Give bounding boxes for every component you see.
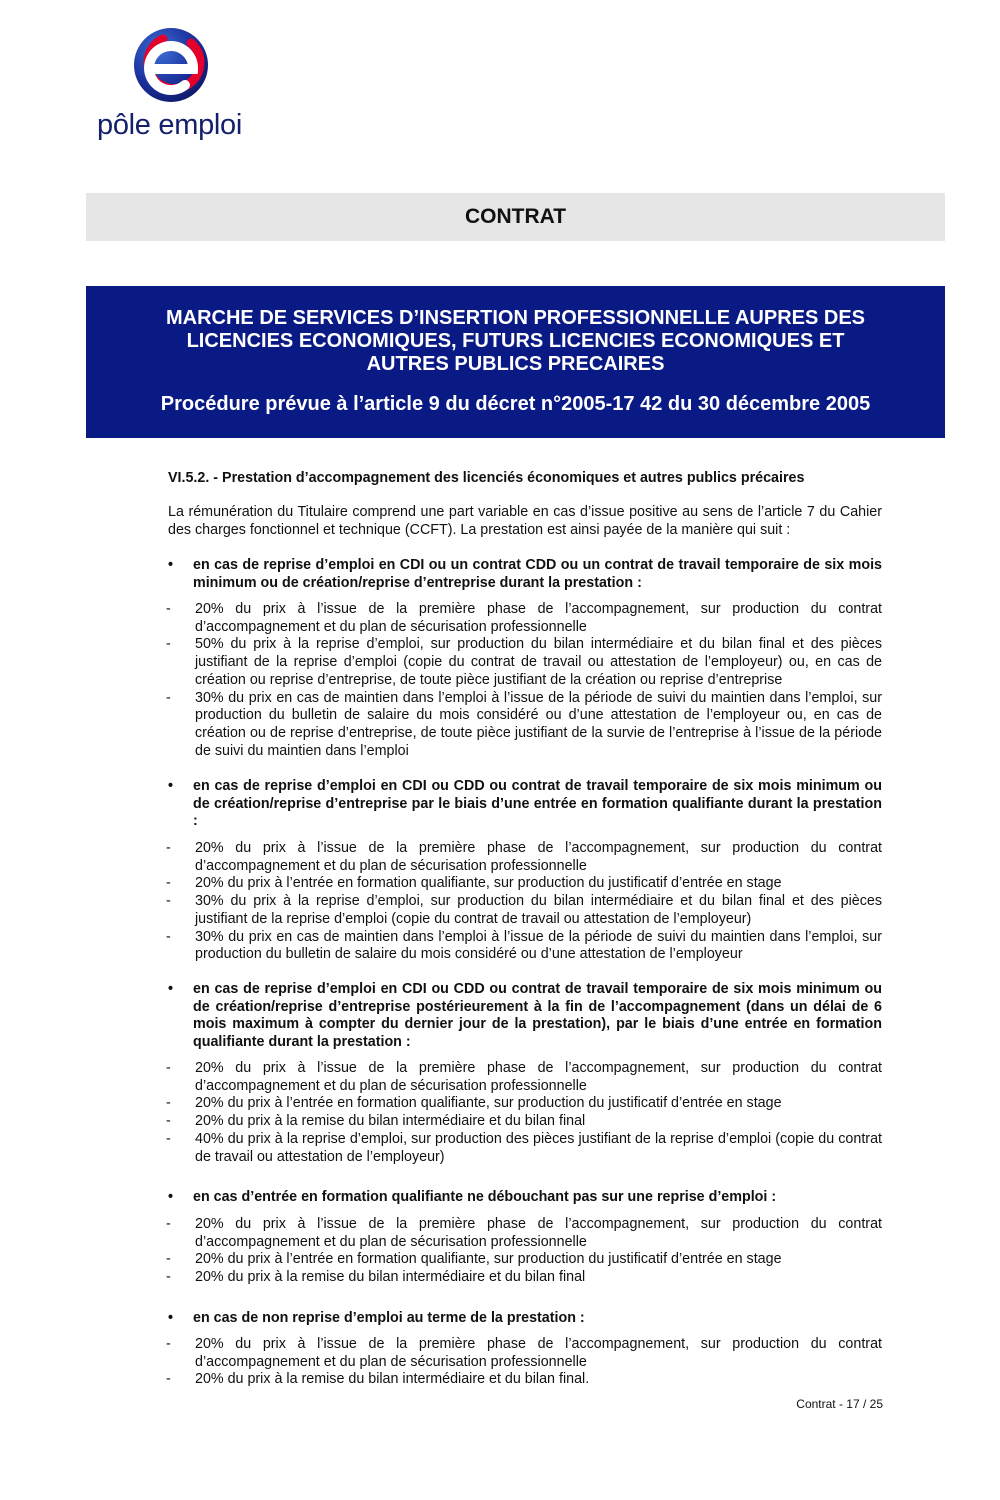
list-item-text: 30% du prix en cas de maintien dans l’emploi à l’issue de la période de suivi du maintien dans l’emploi, sur production du bulletin de salaire du mois considéré ou d’une attestation de l’employeur ou, en cas de création ou de reprise d’entreprise, de toute pièce justifiant de la survie de l’entreprise à l’issue de la période de suivi du maintien dans l’emploi (195, 689, 882, 759)
list-item (166, 1131, 882, 1166)
dash-icon: - (166, 840, 171, 856)
section-heading: VI.5.2. - Prestation d’accompagnement des licenciés économiques et autres publics précaires (168, 470, 805, 486)
dash-icon: - (166, 601, 171, 617)
list-item (166, 840, 882, 875)
case-title (168, 1189, 882, 1207)
case-payment-list (166, 1216, 882, 1287)
case-title-text: en cas d’entrée en formation qualifiante ne débouchant pas sur une reprise d’emploi : (193, 1189, 777, 1205)
case-payment-list (166, 601, 882, 760)
market-title-line: AUTRES PUBLICS PRECAIRES (366, 353, 665, 375)
list-item-text: 20% du prix à la remise du bilan intermédiaire et du bilan final (195, 1269, 586, 1286)
list-item (166, 1095, 882, 1113)
list-item (166, 1336, 882, 1371)
market-title-line: MARCHE DE SERVICES D’INSERTION PROFESSIONNELLE AUPRES DES (166, 307, 865, 329)
list-item-text: 30% du prix en cas de maintien dans l’emploi à l’issue de la période de suivi du maintien dans l’emploi, sur production du bulletin de salaire du mois considéré ou d’une attestation de l’employeur (195, 928, 882, 963)
list-item (166, 1113, 882, 1131)
bullet-icon: • (168, 1189, 174, 1205)
dash-icon: - (166, 689, 171, 706)
dash-icon: - (166, 875, 171, 892)
list-item-text: 20% du prix à l’issue de la première phase de l’accompagnement, sur production du contrat d’accompagnement et du plan de sécurisation professionnelle (195, 840, 882, 874)
list-item-text: 20% du prix à l’entrée en formation qualifiante, sur production du justificatif d’entrée en stage (195, 1095, 782, 1112)
dash-icon: - (166, 1336, 171, 1352)
dash-icon: - (166, 1371, 171, 1388)
case-payment-list (166, 840, 882, 964)
dash-icon: - (166, 928, 171, 945)
list-item-text: 20% du prix à l’entrée en formation qualifiante, sur production du justificatif d’entrée en stage (195, 875, 782, 892)
dash-icon: - (166, 1216, 171, 1232)
dash-icon: - (166, 1130, 171, 1147)
contrat-banner (86, 193, 945, 241)
list-item-text: 20% du prix à la remise du bilan intermédiaire et du bilan final. (195, 1371, 590, 1388)
list-item (166, 601, 882, 636)
contrat-title: CONTRAT (464, 205, 567, 228)
case-title-text: en cas de reprise d’emploi en CDI ou un contrat CDD ou un contrat de travail temporaire de six mois minimum ou de création/reprise d’entreprise durant la prestation : (193, 557, 882, 591)
list-item (166, 1371, 882, 1389)
case-title (168, 1310, 882, 1328)
list-item (166, 893, 882, 928)
case-title (168, 778, 882, 831)
dash-icon: - (166, 1113, 171, 1130)
list-item (166, 1269, 882, 1287)
list-item-text: 50% du prix à la reprise d’emploi, sur production du bilan intermédiaire et du bilan final et des pièces justifiant de la reprise d’emploi (copie du contrat de travail ou attestation de l’employeur) ou, en cas de création ou reprise d’entreprise, de toute pièce justifiant de la création ou reprise d’entreprise (195, 636, 882, 688)
dash-icon: - (166, 1269, 171, 1286)
list-item-text: 30% du prix à la reprise d’emploi, sur production du bilan intermédiaire et du bilan final et des pièces justifiant de la reprise d’emploi (copie du contrat de travail ou attestation de l’employeur) (195, 893, 882, 927)
list-item (166, 1216, 882, 1251)
list-item-text: 20% du prix à l’entrée en formation qualifiante, sur production du justificatif d’entrée en stage (195, 1251, 782, 1268)
list-item (166, 636, 882, 689)
list-item (166, 1060, 882, 1095)
market-title (86, 307, 945, 376)
list-item-text: 40% du prix à la reprise d’emploi, sur production des pièces justifiant de la reprise d’emploi (copie du contrat de travail ou attestation de l’employeur) (195, 1130, 882, 1165)
dash-icon: - (166, 1251, 171, 1268)
case-title-text: en cas de reprise d’emploi en CDI ou CDD ou contrat de travail temporaire de six mois minimum ou de création/reprise d’entreprise par le biais d’une entrée en formation qualifiante durant la prestation : (193, 778, 882, 830)
list-item-text: 20% du prix à l’issue de la première phase de l’accompagnement, sur production du contrat d’accompagnement et du plan de sécurisation professionnelle (195, 1060, 882, 1094)
bullet-icon: • (168, 1310, 174, 1326)
page-number: Contrat - 17 / 25 (796, 1397, 883, 1411)
list-item (166, 1251, 882, 1269)
dash-icon: - (166, 1060, 171, 1076)
case-payment-list (166, 1060, 882, 1166)
pole-emploi-logo (93, 22, 253, 150)
list-item-text: 20% du prix à l’issue de la première phase de l’accompagnement, sur production du contrat d’accompagnement et du plan de sécurisation professionnelle (195, 1336, 882, 1370)
bullet-icon: • (168, 981, 174, 997)
section-intro: La rémunération du Titulaire comprend une part variable en cas d’issue positive au sens de l’article 7 du Cahier des charges fonctionnel et technique (CCFT). La prestation est ainsi payée de la manière qui suit : (168, 504, 882, 538)
logo-text: pôle emploi (97, 109, 243, 141)
market-title-line: LICENCIES ECONOMIQUES, FUTURS LICENCIES ECONOMIQUES ET (186, 330, 845, 352)
title-box (86, 286, 945, 438)
case-title (168, 557, 882, 592)
case-title-text: en cas de non reprise d’emploi au terme de la prestation : (193, 1310, 585, 1326)
bullet-icon: • (168, 778, 174, 794)
list-item-text: 20% du prix à l’issue de la première phase de l’accompagnement, sur production du contrat d’accompagnement et du plan de sécurisation professionnelle (195, 601, 882, 635)
dash-icon: - (166, 1095, 171, 1112)
dash-icon: - (166, 636, 171, 653)
list-item-text: 20% du prix à l’issue de la première phase de l’accompagnement, sur production du contrat d’accompagnement et du plan de sécurisation professionnelle (195, 1216, 882, 1250)
case-title-text: en cas de reprise d’emploi en CDI ou CDD ou contrat de travail temporaire de six mois minimum ou de création/reprise d’entreprise postérieurement à la fin de l’accompagnement (dans un délai de 6 mois maximum à compter du dernier jour de la prestation), par le biais d’une entrée en formation qualifiante durant la prestation : (193, 981, 882, 1051)
pole-emploi-logo-icon (133, 25, 213, 105)
case-title (168, 981, 882, 1052)
bullet-icon: • (168, 557, 174, 573)
procedure-title: Procédure prévue à l’article 9 du décret n°2005-17 42 du 30 décembre 2005 (160, 393, 871, 415)
list-item (166, 690, 882, 761)
dash-icon: - (166, 893, 171, 910)
list-item-text: 20% du prix à la remise du bilan intermédiaire et du bilan final (195, 1113, 586, 1130)
list-item (166, 929, 882, 964)
case-payment-list (166, 1336, 882, 1389)
list-item (166, 875, 882, 893)
